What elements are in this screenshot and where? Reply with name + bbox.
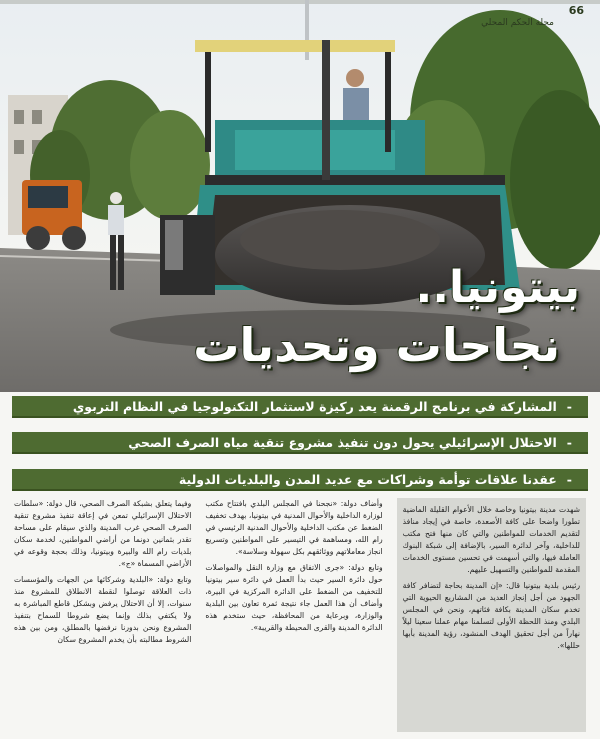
highlight-text: الاحتلال الإسرائيلي يحول دون تنفيذ مشروع تنقية مياه الصرف الصحي <box>128 435 557 450</box>
paragraph: شهدت مدينة بيتونيا وخاصة خلال الأعوام القليلة الماضية تطورا واضحا على كافة الأصعدة، خاصة في إيجاد منافذ لتقديم الخدمات للمواطنين والتي كان منها فتح مكتب للداخلية، وآخر لدائرة السير، بالإضافة إلى شبكة البنوك العاملة فيها، والتي أسهمت في تحسين مستوى الخدمات المقدمة للمواطنين والتسهيل عليهم. <box>402 505 580 574</box>
paragraph: وأضاف دولة: «نجحنا في المجلس البلدي بافتتاح مكتب لوزارة الداخلية والأحوال المدنية في بيتونيا، بهدف تخفيف الضغط عن مكتب الداخلية والأحوال المدنية الرئيسي في رام الله، ومساهمة في التيسير على المواطنين وتسريع انجاز معاملاتهم ووثائقهم بكل سهولة وسلاسة». <box>205 499 383 556</box>
column-left <box>14 498 191 732</box>
bullet-dash: - <box>566 435 572 450</box>
highlight-bar-3 <box>12 469 588 491</box>
paragraph: وتابع دولة: «البلدية وشركائها من الجهات والمؤسسات ذات العلاقة توصلوا لنقطة الانطلاق للمشروع منذ سنوات، إلا أن الاحتلال يرفض وبشكل قاطع المباشرة به ولا يكتفي بذلك وإنما يضع شروطا للسماح بتنفيذ المشروع ونحن بدورنا نرفضها بالمطلق، ومن بين هذه الشروط مطالبته بأن يخدم المشروع سكان <box>14 575 192 644</box>
highlight-bar-1 <box>12 396 588 418</box>
page-number: 66 <box>568 4 584 17</box>
column-middle <box>205 498 382 732</box>
highlight-text: عقدنا علاقات توأمة وشراكات مع عديد المدن والبلديات الدولية <box>178 472 557 487</box>
column-right <box>397 498 586 732</box>
paragraph: وتابع دولة: «جرى الاتفاق مع وزارة النقل والمواصلات حول دائرة السير حيث بدأ العمل في دائرة سير بيتونيا للتخفيف من الضغط على الدائرة المركزية في البيرة، وأضاف أن هذا العمل جاء نتيجة ثمرة تعاون بين البلدية والوزارة، وبرعاية من المحافظة، حيث ستخدم هذه الدائرة المدينة والقرى المحيطة والقريبة». <box>205 563 383 632</box>
bullet-dash: - <box>566 399 572 414</box>
highlight-bar-2 <box>12 432 588 454</box>
paragraph: وفيما يتعلق بشبكة الصرف الصحي، قال دولة: «سلطات الاحتلال الإسرائيلي تمعن في إعاقة تنفيذ مشروع تنقية الصرف الصحي غرب المدينة والذي سيقام على مساحة تقدر بثمانين دونما من أراضي المواطنين، لخدمة سكان بلديات رام الله والبيرة وبيتونيا، وذلك بحجة وقوعه في الأراضي المسماة «ج». <box>14 499 192 568</box>
bullet-dash: - <box>566 472 572 487</box>
magazine-section-label: مجلة الحكم المحلي <box>481 18 554 28</box>
article-title-line1: بيتونيا.. <box>415 262 580 313</box>
article-body <box>14 498 586 732</box>
paragraph: رئيس بلدية بيتونيا قال: «إن المدينة بحاجة لتضافر كافة الجهود من أجل إنجاز العديد من المشاريع الحيوية التي تخدم سكان المدينة بكافة فئاتهم، ونحن في المجلس البلدي ومنذ اللحظة الأولى لتسلمنا مهام عملنا سعينا ليلاً نهاراً من أجل تحقيق الهدف المنشود، رؤية المدينة بأبها حللها». <box>402 581 580 650</box>
highlight-text: المشاركة في برنامج الرقمنة يعد ركيزة لاستثمار التكنولوجيا في النظام التربوي <box>72 399 557 414</box>
article-title-line2: نجاحات وتحديات <box>193 318 560 372</box>
